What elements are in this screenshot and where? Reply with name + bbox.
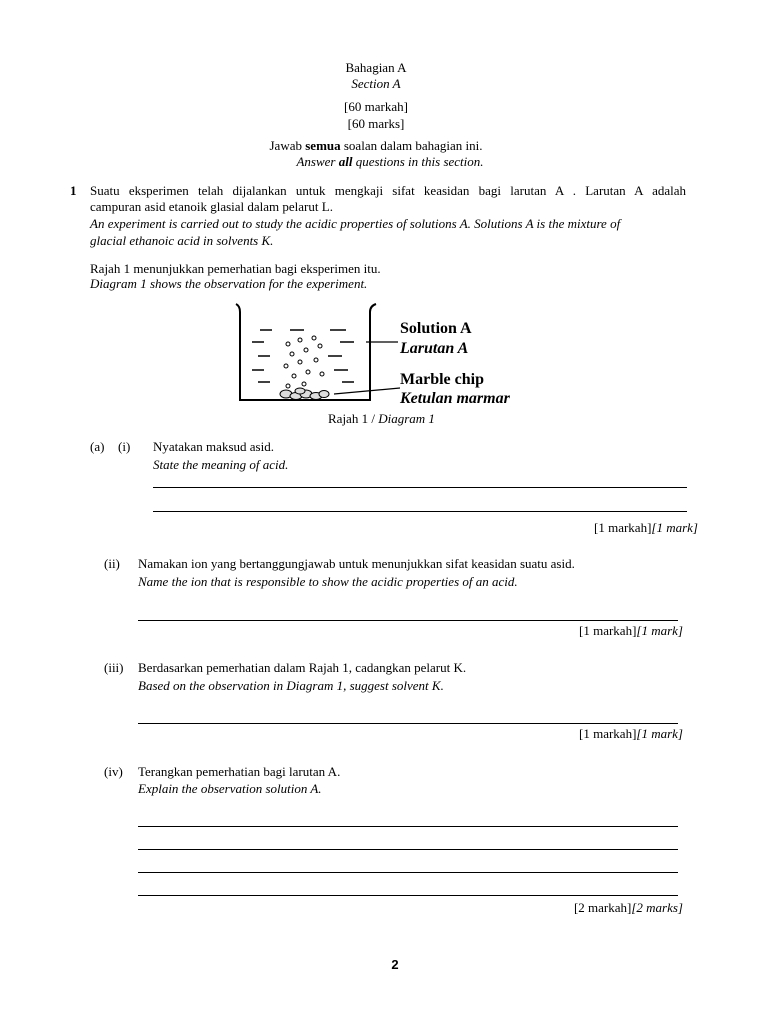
intro-malay-line2: campuran asid etanoik glasial dalam pelarut L. [90,199,333,214]
answer-line[interactable] [153,487,687,488]
intro-english-line1: An experiment is carried out to study the acidic properties of solutions A. Solutions A is the mixture of [90,216,621,231]
answer-line[interactable] [138,895,678,896]
label-solution-english: Solution A [400,320,472,337]
intro-malay-line1: Suatu eksperimen telah dijalankan untuk mengkaji sifat keasidan bagi larutan A . Larutan A adalah [90,183,686,198]
part-iv-label: (iv) [104,764,123,779]
part-ii-english: Name the ion that is responsible to show the acidic properties of an acid. [138,574,518,589]
part-i-malay: Nyatakan maksud asid. [153,439,274,454]
section-title-malay: Bahagian A [345,60,407,75]
part-iii-malay: Berdasarkan pemerhatian dalam Rajah 1, cadangkan pelarut K. [138,660,467,675]
part-ii-malay: Namakan ion yang bertanggungjawab untuk menunjukkan sifat keasidan suatu asid. [138,556,575,571]
label-chip-english: Marble chip [400,371,484,388]
section-title-english: Section A [351,76,401,91]
part-iii-label: (iii) [104,660,124,675]
part-iv-english: Explain the observation solution A. [138,781,322,796]
part-i-english: State the meaning of acid. [153,457,289,472]
part-iii-marks: [1 markah][1 mark] [579,726,683,741]
diagram-intro-english: Diagram 1 shows the observation for the experiment. [90,276,368,291]
diagram-intro-malay: Rajah 1 menunjukkan pemerhatian bagi eksperimen itu. [90,261,381,276]
section-marks-malay: [60 markah] [344,99,408,114]
part-iv-marks: [2 markah][2 marks] [573,900,683,915]
instruction-malay: Jawab semua soalan dalam bahagian ini. [269,138,483,153]
intro-english-line2: glacial ethanoic acid in solvents K. [90,233,274,248]
part-iv-malay: Terangkan pemerhatian bagi larutan A. [138,764,341,779]
label-chip-malay: Ketulan marmar [400,390,510,407]
answer-line[interactable] [138,872,678,873]
part-a-label: (a) [90,439,105,454]
part-i-label: (i) [118,439,131,454]
instruction-english: Answer all questions in this section. [296,154,484,169]
label-solution-malay: Larutan A [400,340,469,357]
part-iii-english: Based on the observation in Diagram 1, suggest solvent K. [138,678,444,693]
part-ii-marks: [1 markah][1 mark] [579,623,683,638]
question-number: 1 [70,183,77,198]
gas-bubbles [284,336,324,388]
answer-line[interactable] [138,826,678,827]
answer-line[interactable] [153,511,687,512]
part-i-marks: [1 markah][1 mark] [594,520,698,535]
answer-line[interactable] [138,620,678,621]
section-marks-english: [60 marks] [347,116,405,131]
diagram-caption: Rajah 1 / Diagram 1 [328,411,435,426]
solution-dashes [252,330,354,382]
marble-chips [280,388,329,400]
page-number: 2 [391,957,399,972]
part-ii-label: (ii) [104,556,120,571]
answer-line[interactable] [138,723,678,724]
chip-pointer [334,388,400,394]
answer-line[interactable] [138,849,678,850]
